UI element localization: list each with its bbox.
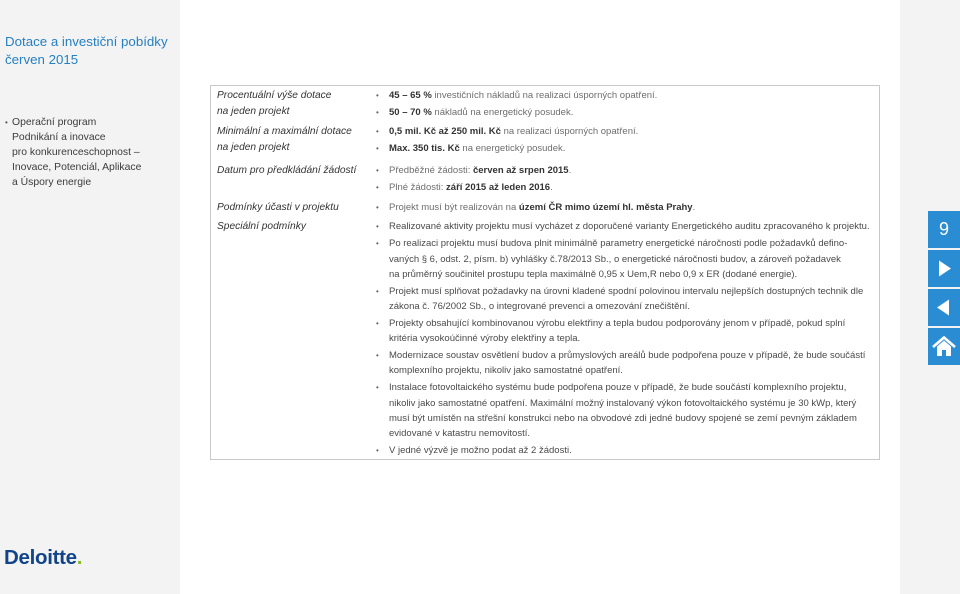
list-item: [389, 105, 657, 120]
bullet-line: • Projekty obsahující kombinovanou výrobu elektřiny a tepla budou podporovány jenom v případě, pokud splní: [389, 318, 846, 329]
row-bullet-list: [389, 124, 638, 158]
row-label-line: Datum pro předkládání žádostí: [217, 165, 357, 177]
row-label: [217, 163, 377, 178]
list-item: [389, 200, 695, 215]
bullet-text: na energetický posudek.: [459, 143, 566, 155]
row-bullet-list: [389, 163, 571, 197]
bullet-line: • Instalace fotovoltaického systému bude podpořena pouze v případě, že bude součástí komplexního projektu,: [389, 382, 847, 394]
page-number: 9: [928, 211, 960, 248]
bullet-text: Projekt musí být realizován na: [389, 201, 519, 213]
previous-page-icon: [928, 289, 960, 326]
bullet-line: • Realizované aktivity projektu musí vycházet z doporučené varianty Energetického auditu zpracovaného k projektu.: [389, 221, 870, 233]
left-sidebar: [0, 0, 180, 594]
page-title: Dotace a investiční pobídky: [5, 34, 168, 49]
list-item: [389, 219, 870, 234]
list-item: [389, 348, 870, 378]
row-label-line: na jeden projekt: [217, 105, 290, 117]
bullet-line: • V jedné výzvě je možno podat až 2 žádosti.: [389, 445, 572, 457]
emphasis-text: 45 – 65 %: [389, 90, 432, 102]
bullet-line: • Projekt musí splňovat požadavky na úrovni kladené spodní polovinou intervalu nejlepších dostupných technik dle: [389, 285, 864, 297]
logo-dot: .: [76, 546, 83, 569]
sidebar-item-line: pro konkurenceschopnost –: [12, 146, 140, 158]
row-label: [217, 200, 377, 215]
row-bullet-list: [389, 219, 870, 460]
bullet-text: Předběžné žádosti:: [389, 165, 473, 177]
list-item: [389, 284, 870, 314]
bullet-line: zákona č. 76/2002 Sb., o integrované prevenci a omezování znečištění.: [389, 301, 691, 312]
list-item: [389, 163, 571, 178]
bullet-line: kritéria vysokoúčinné výroby elektřiny a tepla.: [389, 333, 581, 345]
emphasis-text: červen až srpen 2015: [472, 165, 569, 177]
list-item: [389, 141, 638, 156]
bullet-line: nikoliv jako samostatné opatření. Maximální možný instalovaný výkon fotovoltaického systému je 30 kWp, který: [389, 397, 857, 409]
sidebar-program-list: [5, 115, 141, 190]
logo-wordmark: Deloitte: [4, 546, 77, 569]
next-page-icon: [928, 250, 960, 287]
bullet-text: na realizaci úsporných opatření.: [500, 126, 639, 138]
row-bullet-list: [389, 88, 657, 122]
bullet-text: .: [568, 165, 572, 177]
list-item: [389, 443, 870, 458]
row-label-line: Minimální a maximální dotace: [217, 126, 352, 138]
sidebar-item-line: Podnikání a inovace: [12, 131, 106, 143]
bullet-text: .: [692, 201, 696, 213]
next-page-button[interactable]: [928, 250, 960, 287]
bullet-text: .: [550, 182, 553, 194]
list-item: [389, 236, 870, 282]
list-item: [389, 180, 571, 195]
row-label: [217, 88, 377, 118]
emphasis-text: území ČR mimo území hl. města Prahy: [518, 201, 693, 213]
bullet-line: komplexního projektu, nikoliv jako samostatné opatření.: [389, 365, 623, 377]
row-label: [217, 124, 377, 154]
bullet-line: musí být umístěn na střešní konstrukci nebo na obvodové zdi jedné budovy spojené se zemí pevným základem: [389, 412, 857, 424]
row-label-line: Procentuální výše dotace: [217, 90, 332, 102]
emphasis-text: Max. 350 tis. Kč: [389, 143, 460, 155]
list-item: [389, 316, 870, 346]
bullet-line: na průměrný součinitel prostupu tepla maximálně 0,95 x Uem,R nebo 0,9 x ER (dodané energie).: [389, 268, 798, 280]
subsidy-conditions-table: [210, 85, 880, 460]
list-item: [389, 88, 657, 103]
emphasis-text: 0,5 mil. Kč až 250 mil. Kč: [389, 126, 501, 138]
document-date: červen 2015: [5, 52, 79, 67]
bullet-line: vaných § 6, odst. 2, písm. b) vyhlášky č.78/2013 Sb., o energetické náročnosti budov, a zároveň požadavek: [389, 253, 841, 265]
sidebar-item-program: [5, 115, 141, 190]
sidebar-item-line: a Úspory energie: [12, 176, 92, 188]
row-label-line: Speciální podmínky: [217, 221, 306, 233]
bullet-text: investičních nákladů na realizaci úsporných opatření.: [431, 90, 658, 102]
list-item: [389, 380, 870, 441]
bullet-line: • Po realizaci projektu musí budova plnit minimálně parametry energetické náročnosti podle požadavků defino-: [389, 238, 848, 250]
row-label-line: na jeden projekt: [217, 141, 290, 153]
row-label-line: Podmínky účasti v projektu: [217, 201, 339, 213]
row-bullet-list: [389, 200, 695, 217]
sidebar-item-line: Inovace, Potenciál, Aplikace: [12, 161, 142, 173]
home-icon: [928, 328, 960, 365]
bullet-text: Plné žádosti:: [389, 182, 447, 194]
document-title: [5, 33, 168, 69]
emphasis-text: 50 – 70 %: [389, 107, 432, 119]
sidebar-item-line: • Operační program: [12, 116, 97, 128]
bullet-line: evidované v katastru nemovitostí.: [389, 428, 530, 440]
row-label: [217, 219, 377, 234]
previous-page-button[interactable]: [928, 289, 960, 326]
bullet-line: • Modernizace soustav osvětlení budov a průmyslových areálů bude podpořena pouze v případě, že bude součástí: [389, 350, 866, 362]
list-item: [389, 124, 638, 139]
emphasis-text: září 2015 až leden 2016: [446, 182, 551, 194]
bullet-text: nákladů na energetický posudek.: [431, 107, 574, 119]
deloitte-logo: [4, 546, 82, 570]
home-button[interactable]: [928, 328, 960, 365]
